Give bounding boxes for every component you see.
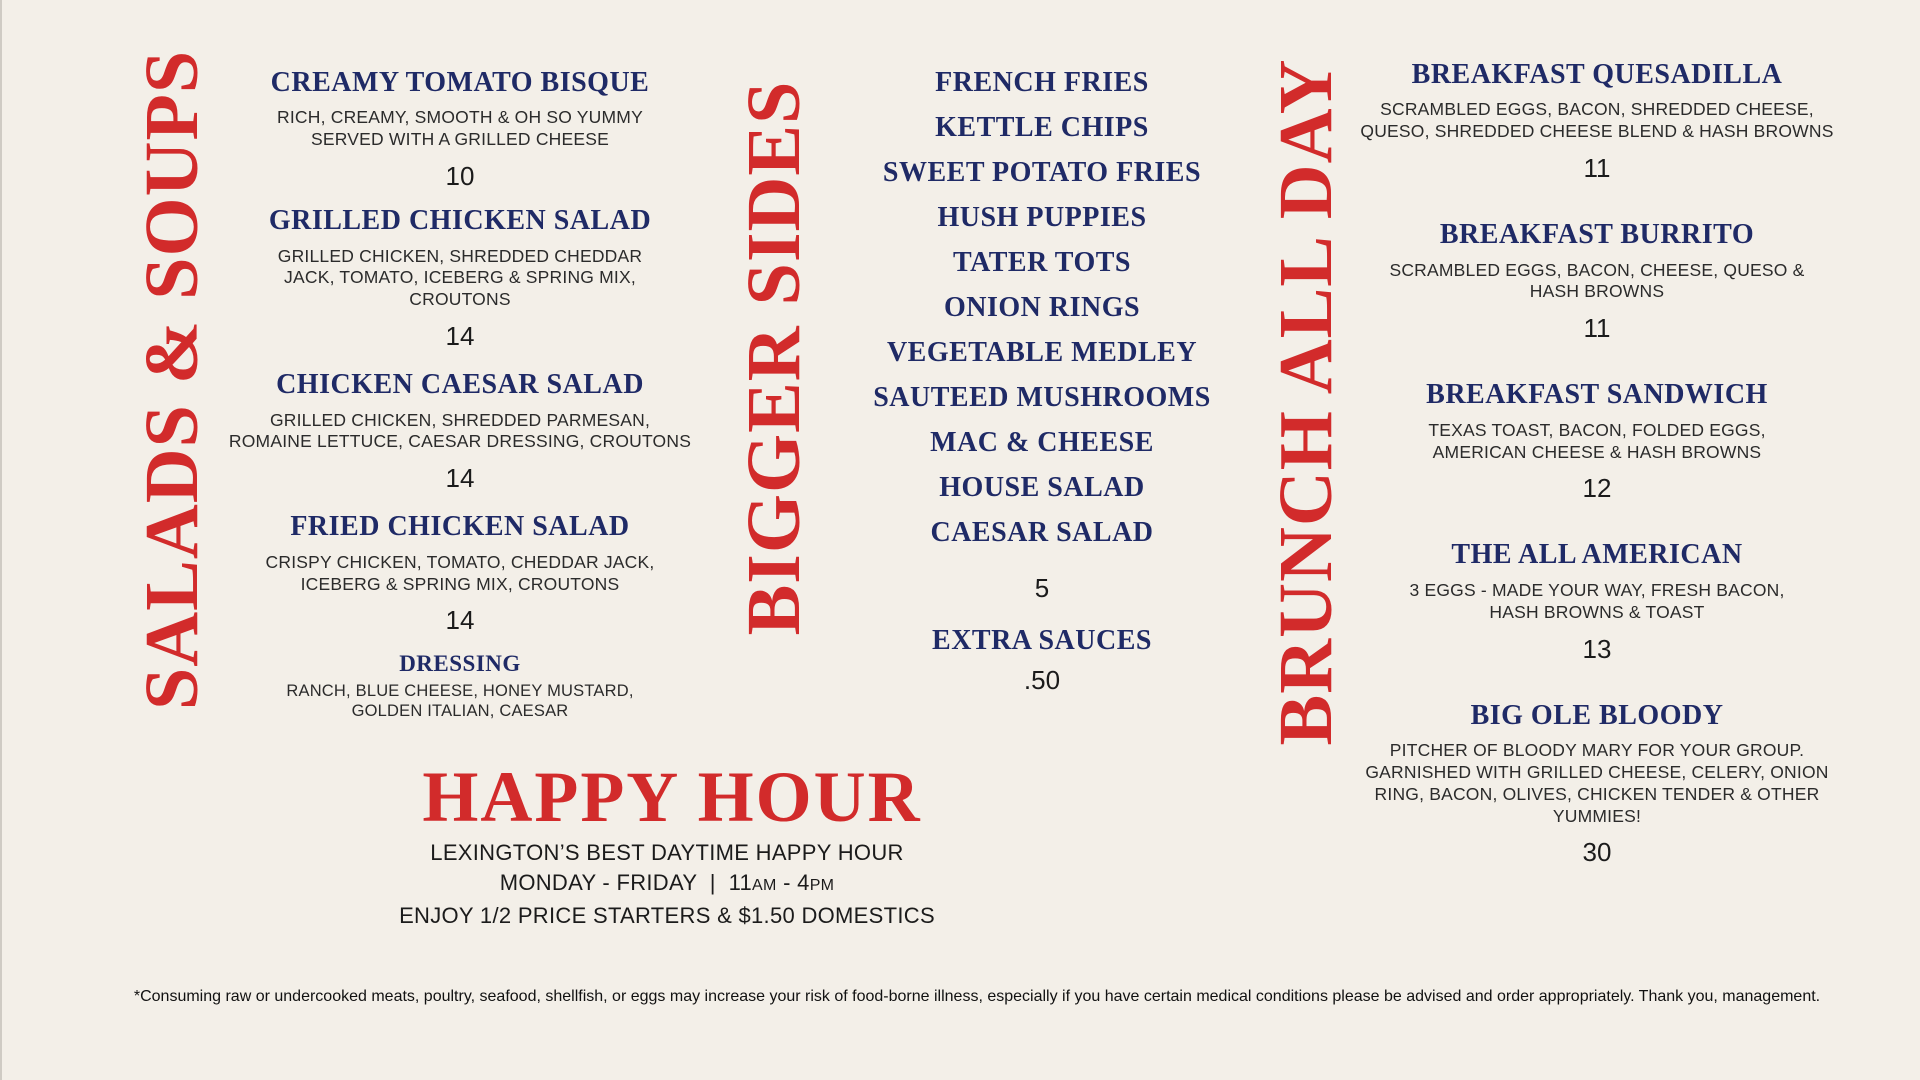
salads-soups-title: SALADS & SOUPS bbox=[130, 49, 214, 710]
side-item: HUSH PUPPIES bbox=[937, 202, 1147, 233]
side-item: HOUSE SALAD bbox=[939, 472, 1145, 503]
dressing-block bbox=[220, 652, 700, 721]
side-item: KETTLE CHIPS bbox=[935, 112, 1149, 143]
happy-hour-days: MONDAY - FRIDAY bbox=[499, 870, 697, 895]
side-item: TATER TOTS bbox=[952, 247, 1131, 278]
menu-item bbox=[1352, 220, 1842, 344]
happy-hour-times bbox=[302, 868, 1032, 901]
item-description: 3 EGGS - MADE YOUR WAY, FRESH BACON, HASH BROWNS & TOAST bbox=[1409, 579, 1785, 622]
side-item: SWEET POTATO FRIES bbox=[882, 157, 1202, 188]
dressing-title: DRESSING bbox=[399, 651, 521, 677]
menu-item bbox=[1352, 60, 1842, 184]
item-price: 14 bbox=[445, 463, 475, 494]
item-name: BREAKFAST QUESADILLA bbox=[1411, 59, 1783, 90]
brunch-column bbox=[1352, 60, 1842, 868]
item-description: SCRAMBLED EGGS, BACON, CHEESE, QUESO & HASH BROWNS bbox=[1389, 259, 1805, 302]
item-description: SCRAMBLED EGGS, BACON, SHREDDED CHEESE, QUESO, SHREDDED CHEESE BLEND & HASH BROWNS bbox=[1360, 99, 1834, 142]
item-price: 12 bbox=[1582, 473, 1612, 504]
menu-item bbox=[220, 68, 700, 192]
end-time: 4 bbox=[797, 870, 810, 895]
item-price: 30 bbox=[1582, 837, 1612, 868]
happy-hour-deal: ENJOY 1/2 PRICE STARTERS & $1.50 DOMESTICS bbox=[399, 903, 935, 928]
side-item: MAC & CHEESE bbox=[930, 427, 1154, 458]
menu-item bbox=[1352, 540, 1842, 664]
side-item: CAESAR SALAD bbox=[930, 517, 1154, 548]
item-description: CRISPY CHICKEN, TOMATO, CHEDDAR JACK, ICEBERG & SPRING MIX, CROUTONS bbox=[265, 551, 655, 594]
side-item: FRENCH FRIES bbox=[935, 67, 1149, 98]
item-name: BREAKFAST BURRITO bbox=[1439, 219, 1755, 251]
item-price: 14 bbox=[445, 321, 475, 352]
item-name: BREAKFAST SANDWICH bbox=[1426, 379, 1768, 411]
item-description: RICH, CREAMY, SMOOTH & OH SO YUMMY SERVED WITH A GRILLED CHEESE bbox=[277, 107, 643, 150]
menu-item bbox=[1352, 380, 1842, 504]
time-dash: - bbox=[783, 870, 791, 895]
start-suffix: AM bbox=[752, 877, 777, 894]
item-price: 13 bbox=[1582, 633, 1612, 664]
item-name: GRILLED CHICKEN SALAD bbox=[268, 205, 652, 237]
happy-hour-title: HAPPY HOUR bbox=[422, 757, 922, 837]
start-time: 11 bbox=[728, 870, 753, 895]
item-description: GRILLED CHICKEN, SHREDDED PARMESAN, ROMAINE LETTUCE, CAESAR DRESSING, CROUTONS bbox=[228, 409, 692, 452]
menu-item bbox=[220, 206, 700, 352]
item-price: 11 bbox=[1583, 313, 1611, 344]
separator: | bbox=[709, 870, 716, 895]
item-name: CHICKEN CAESAR SALAD bbox=[276, 369, 644, 401]
item-name: CREAMY TOMATO BISQUE bbox=[270, 67, 650, 98]
bigger-sides-title: BIGGER SIDES bbox=[732, 80, 816, 636]
menu-item bbox=[220, 370, 700, 494]
item-name: BIG OLE BLOODY bbox=[1470, 699, 1724, 731]
sides-price: 5 bbox=[1034, 573, 1050, 603]
happy-hour-details bbox=[302, 838, 1032, 931]
side-item: VEGETABLE MEDLEY bbox=[886, 337, 1198, 368]
salads-column bbox=[220, 68, 700, 722]
extra-sauces-label: EXTRA SAUCES bbox=[932, 625, 1152, 656]
side-item: SAUTEED MUSHROOMS bbox=[873, 382, 1211, 413]
item-description: GRILLED CHICKEN, SHREDDED CHEDDAR JACK, TOMATO, ICEBERG & SPRING MIX, CROUTONS bbox=[277, 245, 643, 310]
item-description: PITCHER OF BLOODY MARY FOR YOUR GROUP. GARNISHED WITH GRILLED CHEESE, CELERY, ONION RING, BACON, OLIVES, CHICKEN TENDER & OTHER YUMMIES! bbox=[1365, 739, 1829, 826]
item-price: 10 bbox=[445, 161, 475, 192]
end-suffix: PM bbox=[809, 877, 835, 894]
brunch-all-day-title: BRUNCH ALL DAY bbox=[1264, 58, 1348, 746]
item-description: TEXAS TOAST, BACON, FOLDED EGGS, AMERICAN CHEESE & HASH BROWNS bbox=[1428, 419, 1766, 462]
dressing-options: RANCH, BLUE CHEESE, HONEY MUSTARD, GOLDEN ITALIAN, CAESAR bbox=[286, 681, 634, 721]
extra-sauces-price: .50 bbox=[1023, 665, 1061, 695]
happy-hour-tagline: LEXINGTON’S BEST DAYTIME HAPPY HOUR bbox=[430, 840, 904, 865]
item-name: FRIED CHICKEN SALAD bbox=[290, 511, 630, 543]
menu-item bbox=[220, 512, 700, 636]
side-item: ONION RINGS bbox=[943, 292, 1141, 323]
menu-item bbox=[1352, 701, 1842, 869]
item-price: 14 bbox=[445, 605, 475, 636]
item-name: THE ALL AMERICAN bbox=[1451, 539, 1743, 571]
food-safety-disclaimer: *Consuming raw or undercooked meats, poultry, seafood, shellfish, or eggs may increase your risk of food-borne illness, especially if you have certain medical conditions please be advised and order appropriately. Thank you, management. bbox=[133, 988, 1821, 1005]
sides-column bbox=[822, 60, 1262, 696]
item-price: 11 bbox=[1583, 153, 1611, 184]
